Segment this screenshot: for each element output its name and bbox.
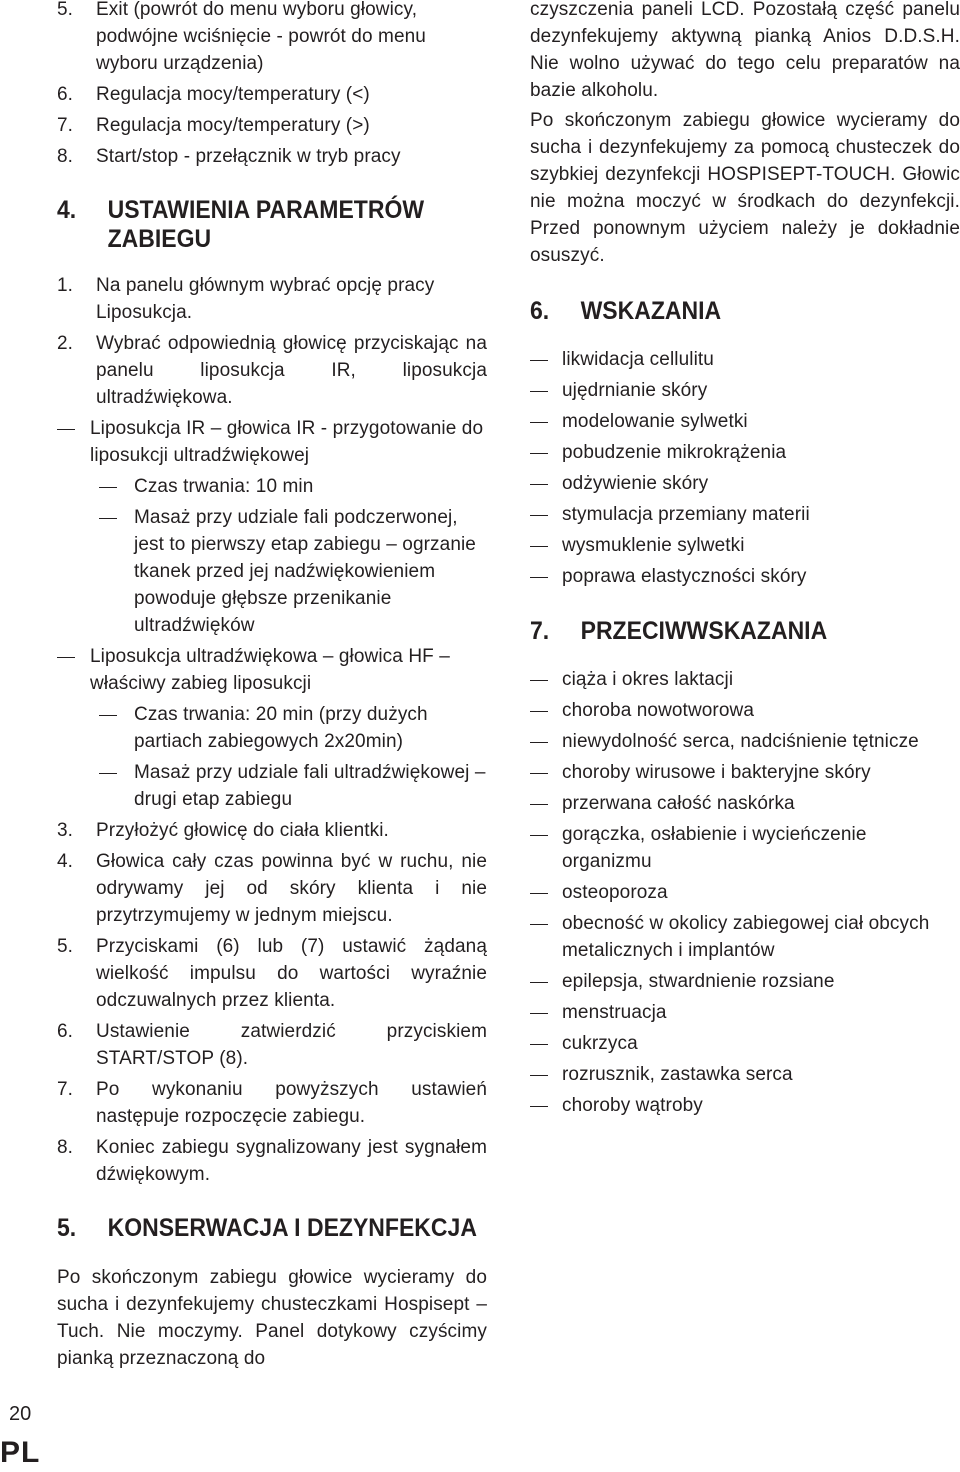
- list-item: modelowanie sylwetki: [530, 408, 960, 435]
- section-heading-5: 5. KONSERWACJA I DEZYNFEKCJA: [57, 1214, 477, 1242]
- list-item: 1. Na panelu głównym wybrać opcję pracy Liposukcja.: [57, 275, 435, 323]
- list-item: epilepsja, stwardnienie rozsiane: [530, 968, 960, 995]
- section-heading-7: 7. PRZECIWWSKAZANIA: [530, 617, 828, 645]
- section-heading-4: 4. USTAWIENIA PARAMETRÓW ZABIEGU: [57, 196, 425, 253]
- list-item: 4. Głowica cały czas powinna być w ruchu, nie odrywamy jej od skóry klienta i nie przytrzymujemy w jednym miejscu.: [57, 851, 487, 926]
- section-5-paragraph-2: Po skończonym zabiegu głowice wycieramy do sucha i dezynfekujemy za pomocą chusteczek do szybkiej dezynfekcji HOSPISEPT-TOUCH. Głowic nie można moczyć w środkach do dezynfekcji. Przed ponownym użyciem należy je dokładnie osuszyć.: [530, 110, 960, 266]
- dash-item: Liposukcja IR – głowica IR - przygotowanie do liposukcji ultradźwiękowej: [57, 415, 487, 469]
- section-5-paragraph-cont: czyszczenia paneli LCD. Pozostałą część panelu dezynfekujemy aktywną pianką Anios D.D.S.H. Nie wolno używać do tego celu preparatów na bazie alkoholu.: [530, 0, 960, 101]
- list-item: 6. Ustawienie zatwierdzić przyciskiem START/STOP (8).: [57, 1021, 487, 1069]
- list-item: 8. Start/stop - przełącznik w tryb pracy: [57, 146, 401, 167]
- contraindications-list: [530, 662, 960, 1119]
- list-item: 5. Przyciskami (6) lub (7) ustawić żądaną wielkość impulsu do wartości wyraźnie odczuwalnych przez klienta.: [57, 936, 487, 1011]
- list-item: rozrusznik, zastawka serca: [530, 1061, 960, 1088]
- list-item: ujędrnianie skóry: [530, 377, 960, 404]
- list-item: osteoporoza: [530, 879, 960, 906]
- dash-subitem: Masaż przy udziale fali podczerwonej, jest to pierwszy etap zabiegu – ogrzanie tkanek przed jej nadźwiękowieniem powoduje głębsze przenikanie ultradźwięków: [57, 504, 487, 639]
- controls-list: [57, 0, 487, 170]
- list-item: pobudzenie mikrokrążenia: [530, 439, 960, 466]
- list-item: ciąża i okres laktacji: [530, 666, 960, 693]
- list-item: menstruacja: [530, 999, 960, 1026]
- list-item: przerwana całość naskórka: [530, 790, 960, 817]
- list-item: 2. Wybrać odpowiednią głowicę przyciskając na panelu liposukcja IR, liposukcja ultradźwiękowa.: [57, 333, 487, 408]
- section-4-body: [57, 272, 487, 1188]
- dash-subitem: Czas trwania: 10 min: [57, 473, 487, 500]
- dash-subitem: Czas trwania: 20 min (przy dużych partiach zabiegowych 2x20min): [57, 701, 487, 755]
- list-item: gorączka, osłabienie i wycieńczenie organizmu: [530, 821, 960, 875]
- page-number: 20: [9, 1403, 32, 1425]
- list-item: odżywienie skóry: [530, 470, 960, 497]
- list-item: choroby wirusowe i bakteryjne skóry: [530, 759, 960, 786]
- dash-subitem: Masaż przy udziale fali ultradźwiękowej – drugi etap zabiegu: [57, 759, 487, 813]
- list-item: 3. Przyłożyć głowicę do ciała klientki.: [57, 820, 389, 841]
- language-code: PL: [0, 1436, 41, 1469]
- list-item: 8. Koniec zabiegu sygnalizowany jest sygnałem dźwiękowym.: [57, 1137, 487, 1185]
- list-item: 7. Po wykonaniu powyższych ustawień następuje rozpoczęcie zabiegu.: [57, 1079, 487, 1127]
- dash-item: Liposukcja ultradźwiękowa – głowica HF – właściwy zabieg liposukcji: [57, 643, 487, 697]
- section-5-paragraph: Po skończonym zabiegu głowice wycieramy do sucha i dezynfekujemy chusteczkami Hospisept – Tuch. Nie moczymy. Panel dotykowy czyścimy pianką przeznaczoną do: [57, 1267, 487, 1369]
- section-heading-6: 6. WSKAZANIA: [530, 297, 722, 325]
- list-item: wysmuklenie sylwetki: [530, 532, 960, 559]
- indications-list: [530, 342, 960, 590]
- list-item: choroba nowotworowa: [530, 697, 960, 724]
- list-item: 7. Regulacja mocy/temperatury (>): [57, 115, 370, 136]
- list-item: choroby wątroby: [530, 1092, 960, 1119]
- list-item: cukrzyca: [530, 1030, 960, 1057]
- list-item: likwidacja cellulitu: [530, 346, 960, 373]
- list-item: 5. Exit (powrót do menu wyboru głowicy, podwójne wciśnięcie - powrót do menu wyboru urządzenia): [57, 0, 426, 74]
- list-item: niewydolność serca, nadciśnienie tętnicze: [530, 728, 960, 755]
- list-item: stymulacja przemiany materii: [530, 501, 960, 528]
- list-item: 6. Regulacja mocy/temperatury (<): [57, 84, 370, 105]
- list-item: poprawa elastyczności skóry: [530, 563, 960, 590]
- list-item: obecność w okolicy zabiegowej ciał obcych metalicznych i implantów: [530, 910, 960, 964]
